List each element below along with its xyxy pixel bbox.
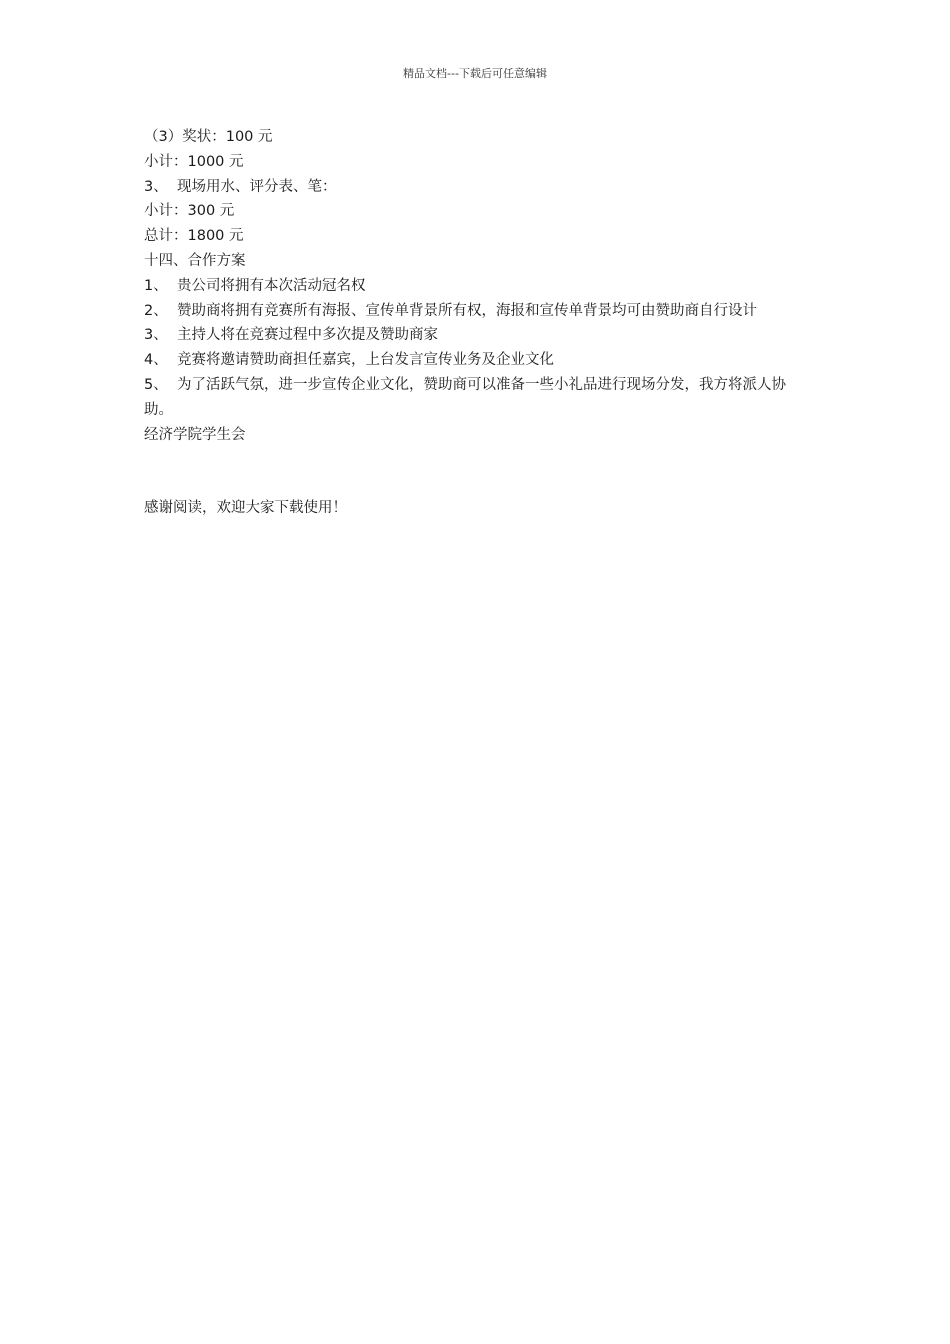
subtotal-line <box>144 150 810 175</box>
item-number: 5、 <box>144 376 168 393</box>
budget-line-supplies <box>144 175 810 200</box>
item-number: 1、 <box>144 277 168 294</box>
cooperation-item <box>144 348 810 373</box>
budget-line-award <box>144 125 810 150</box>
cooperation-item <box>144 373 810 423</box>
item-text: 为了活跃气氛，进一步宣传企业文化，赞助商可以准备一些小礼品进行现场分发，我方将派人协助。 <box>144 376 786 418</box>
item-text: 小计：300 元 <box>144 203 235 220</box>
cooperation-item <box>144 274 810 299</box>
cooperation-item <box>144 323 810 348</box>
item-text: 奖状：100 元 <box>182 129 273 145</box>
item-text: 贵公司将拥有本次活动冠名权 <box>177 277 366 294</box>
page-header: 精品文档---下载后可任意编辑 <box>403 67 547 80</box>
signature-line <box>144 423 810 448</box>
item-text: 小计：1000 元 <box>144 153 244 170</box>
item-number: 4、 <box>144 352 168 369</box>
item-text: 赞助商将拥有竞赛所有海报、宣传单背景所有权，海报和宣传单背景均可由赞助商自行设计 <box>177 302 757 319</box>
closing-line: 感谢阅读，欢迎大家下载使用！ <box>144 500 347 517</box>
item-text: 经济学院学生会 <box>144 426 246 443</box>
cooperation-item <box>144 299 810 324</box>
item-text: 现场用水、评分表、笔： <box>177 178 337 195</box>
subtotal-line <box>144 199 810 224</box>
item-number: 3、 <box>144 327 168 344</box>
item-text: 十四、合作方案 <box>144 252 246 269</box>
item-number: （3） <box>144 129 183 145</box>
total-line <box>144 224 810 249</box>
item-number: 3、 <box>144 178 168 195</box>
item-text: 竞赛将邀请赞助商担任嘉宾，上台发言宣传业务及企业文化 <box>177 352 554 369</box>
spacer <box>144 447 810 496</box>
item-text: 总计：1800 元 <box>144 228 244 245</box>
section-heading <box>144 249 810 274</box>
item-number: 2、 <box>144 302 168 319</box>
item-text: 主持人将在竞赛过程中多次提及赞助商家 <box>177 327 438 344</box>
document-body <box>144 125 810 521</box>
